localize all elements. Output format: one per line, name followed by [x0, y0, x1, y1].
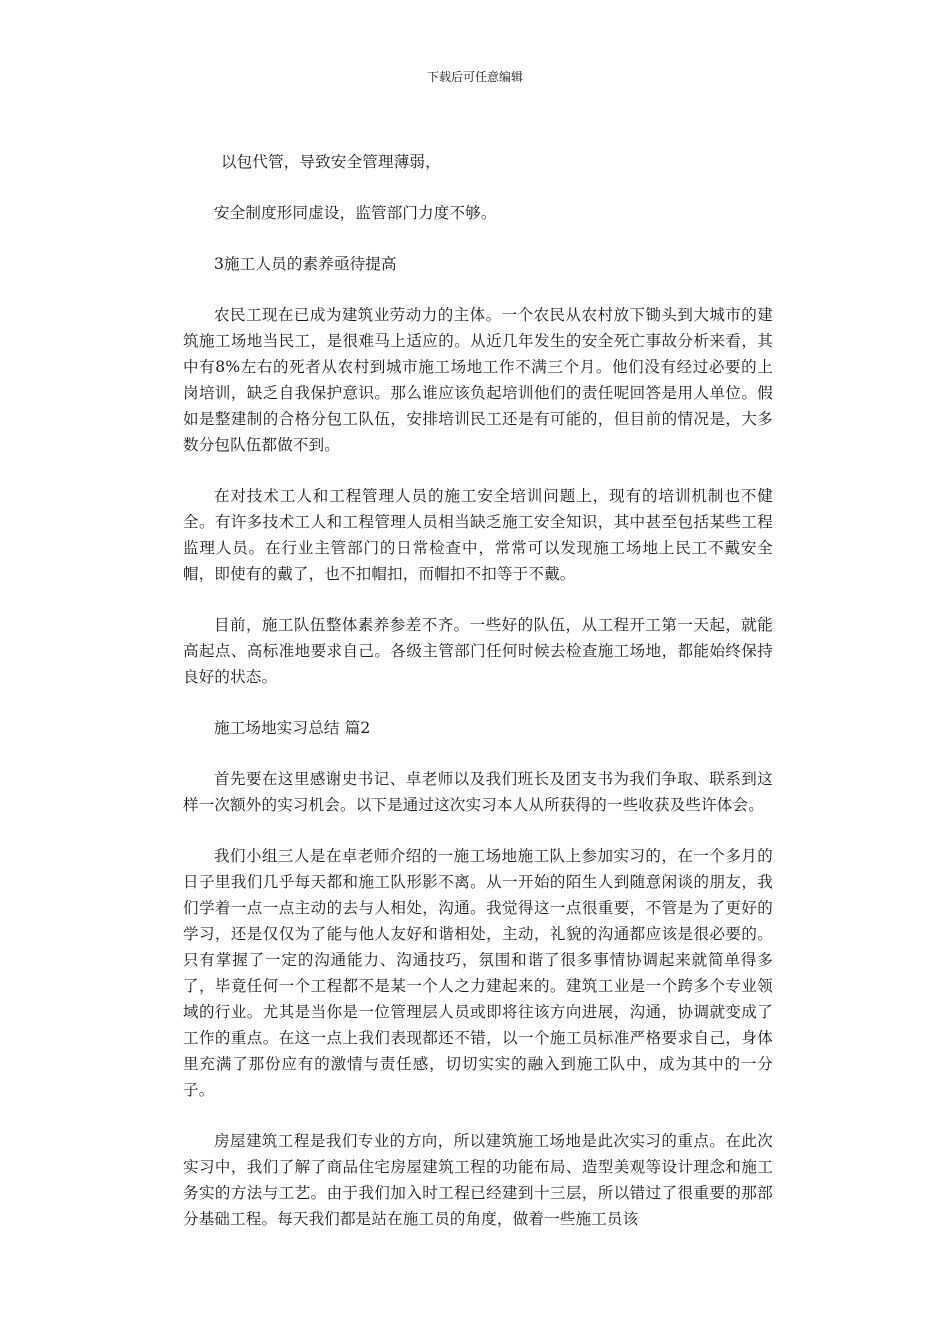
- paragraph: 在对技术工人和工程管理人员的施工安全培训问题上，现有的培训机制也不健全。有许多技术工人和工程管理人员相当缺乏施工安全知识，其中甚至包括某些工程监理人员。在行业主管部门的日常检查中，常常可以发现施工场地上民工不戴安全帽，即使有的戴了，也不扣帽扣，而帽扣不扣等于不戴。: [183, 487, 773, 583]
- paragraph: 以包代管，导致安全管理薄弱，: [221, 153, 441, 171]
- paragraph: 我们小组三人是在卓老师介绍的一施工场地施工队上参加实习的，在一个多月的日子里我们几乎每天都和施工队形影不离。从一开始的陌生人到随意闲谈的朋友，我们学着一点一点主动的去与人相处，沟通。我觉得这一点很重要，不管是为了更好的学习，还是仅仅为了能与他人友好和谐相处，主动，礼貌的沟通都应该是很必要的。只有掌握了一定的沟通能力、沟通技巧，氛围和谐了很多事情协调起来就简单得多了，毕竟任何一个工程都不是某一个人之力建起来的。建筑工业是一个跨多个专业领域的行业。尤其是当你是一位管理层人员或即将往该方向进展，沟通，协调就变成了工作的重点。在这一点上我们表现都还不错，以一个施工员标准严格要求自己，身体里充满了那份应有的激情与责任感，切切实实的融入到施工队中，成为其中的一分子。: [183, 847, 773, 1099]
- paragraph: 安全制度形同虚设，监管部门力度不够。: [214, 204, 497, 222]
- paragraph: 目前，施工队伍整体素养参差不齐。一些好的队伍，从工程开工第一天起，就能高起点、高标准地要求自己。各级主管部门任何时候去检查施工场地，都能始终保持良好的状态。: [183, 616, 773, 686]
- section-heading: 3施工人员的素养亟待提高: [214, 255, 397, 273]
- page-header: 下载后可任意编辑: [426, 70, 523, 84]
- section-heading: 施工场地实习总结 篇2: [214, 719, 371, 737]
- paragraph: 房屋建筑工程是我们专业的方向，所以建筑施工场地是此次实习的重点。在此次实习中，我们了解了商品住宅房屋建筑工程的功能布局、造型美观等设计理念和施工务实的方法与工艺。由于我们加入时工程已经建到十三层，所以错过了很重要的那部分基础工程。每天我们都是站在施工员的角度，做着一些施工员该: [183, 1132, 773, 1228]
- paragraph: 首先要在这里感谢史书记、卓老师以及我们班长及团支书为我们争取、联系到这样一次额外的实习机会。以下是通过这次实习本人从所获得的一些收获及些许体会。: [183, 770, 773, 814]
- paragraph: 农民工现在已成为建筑业劳动力的主体。一个农民从农村放下锄头到大城市的建筑施工场地当民工，是很难马上适应的。从近几年发生的安全死亡事故分析来看，其中有8%左右的死者从农村到城市施工场地工作不满三个月。他们没有经过必要的上岗培训，缺乏自我保护意识。那么谁应该负起培训他们的责任呢回答是用人单位。假如是整建制的合格分包工队伍，安排培训民工还是有可能的，但目前的情况是，大多数分包队伍都做不到。: [183, 306, 773, 454]
- document-body: [183, 149, 773, 1257]
